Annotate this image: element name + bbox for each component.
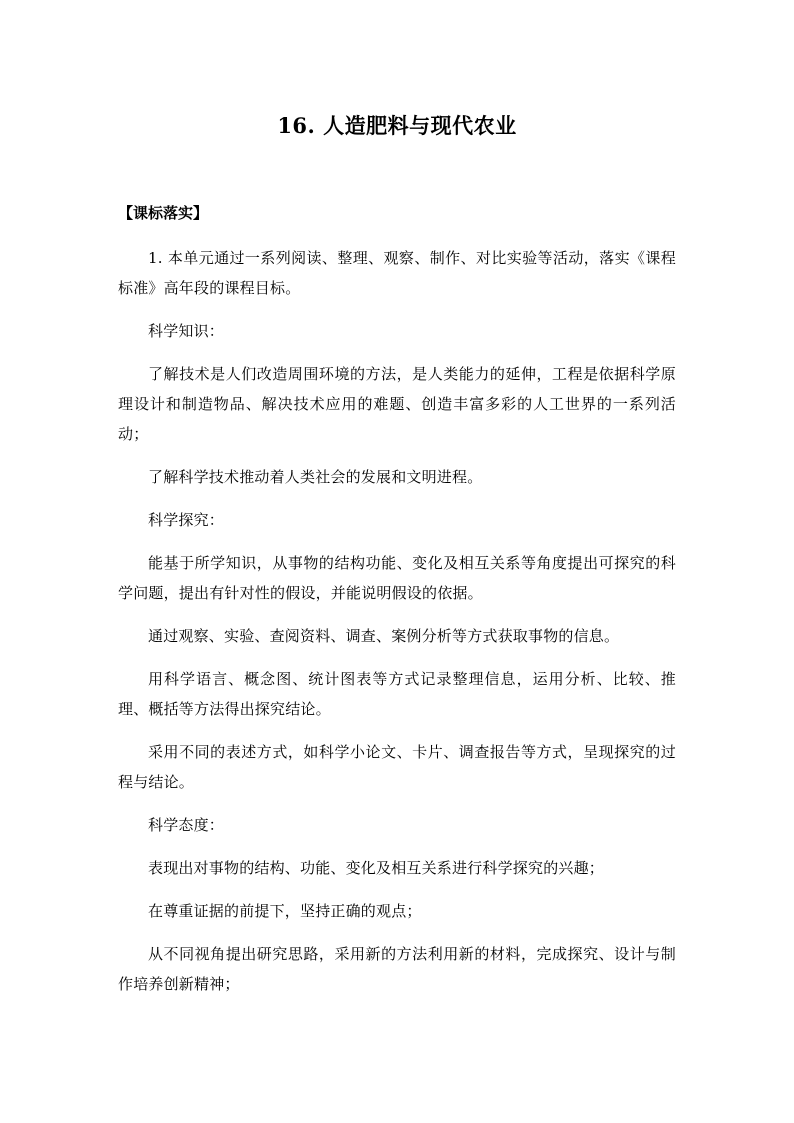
paragraph-11: 表现出对事物的结构、功能、变化及相互关系进行科学探究的兴趣； [148,859,605,877]
section-heading: 【课标落实】 [118,204,209,222]
paragraph-science-inquiry-label: 科学探究： [148,511,225,529]
paragraph-4: 了解科学技术推动着人类社会的发展和文明进程。 [148,468,483,486]
paragraph-12: 在尊重证据的前提下，坚持正确的观点； [148,902,422,920]
paragraph-6: 能基于所学知识，从事物的结构功能、变化及相互关系等角度提出可探究的科学问题，提出有针对性的假设，并能说明假设的依据。 [118,554,676,602]
page-title: 16. 人造肥料与现代农业 [277,113,517,139]
paragraph-1: 1. 本单元通过一系列阅读、整理、观察、制作、对比实验等活动，落实《课程标准》高年段的课程目标。 [118,249,676,297]
paragraph-science-knowledge-label: 科学知识： [148,322,225,340]
paragraph-3: 了解技术是人们改造周围环境的方法，是人类能力的延伸，工程是依据科学原理设计和制造物品、解决技术应用的难题、创造丰富多彩的人工世界的一系列活动； [118,365,676,443]
paragraph-13: 从不同视角提出研究思路，采用新的方法利用新的材料，完成探究、设计与制作培养创新精神； [118,945,676,993]
paragraph-science-attitude-label: 科学态度： [148,816,225,834]
paragraph-7: 通过观察、实验、查阅资料、调查、案例分析等方式获取事物的信息。 [148,627,620,645]
paragraph-9: 采用不同的表述方式，如科学小论文、卡片、调查报告等方式，呈现探究的过程与结论。 [118,743,676,791]
document-body [118,243,676,999]
paragraph-8: 用科学语言、概念图、统计图表等方式记录整理信息，运用分析、比较、推理、概括等方法得出探究结论。 [118,670,676,718]
